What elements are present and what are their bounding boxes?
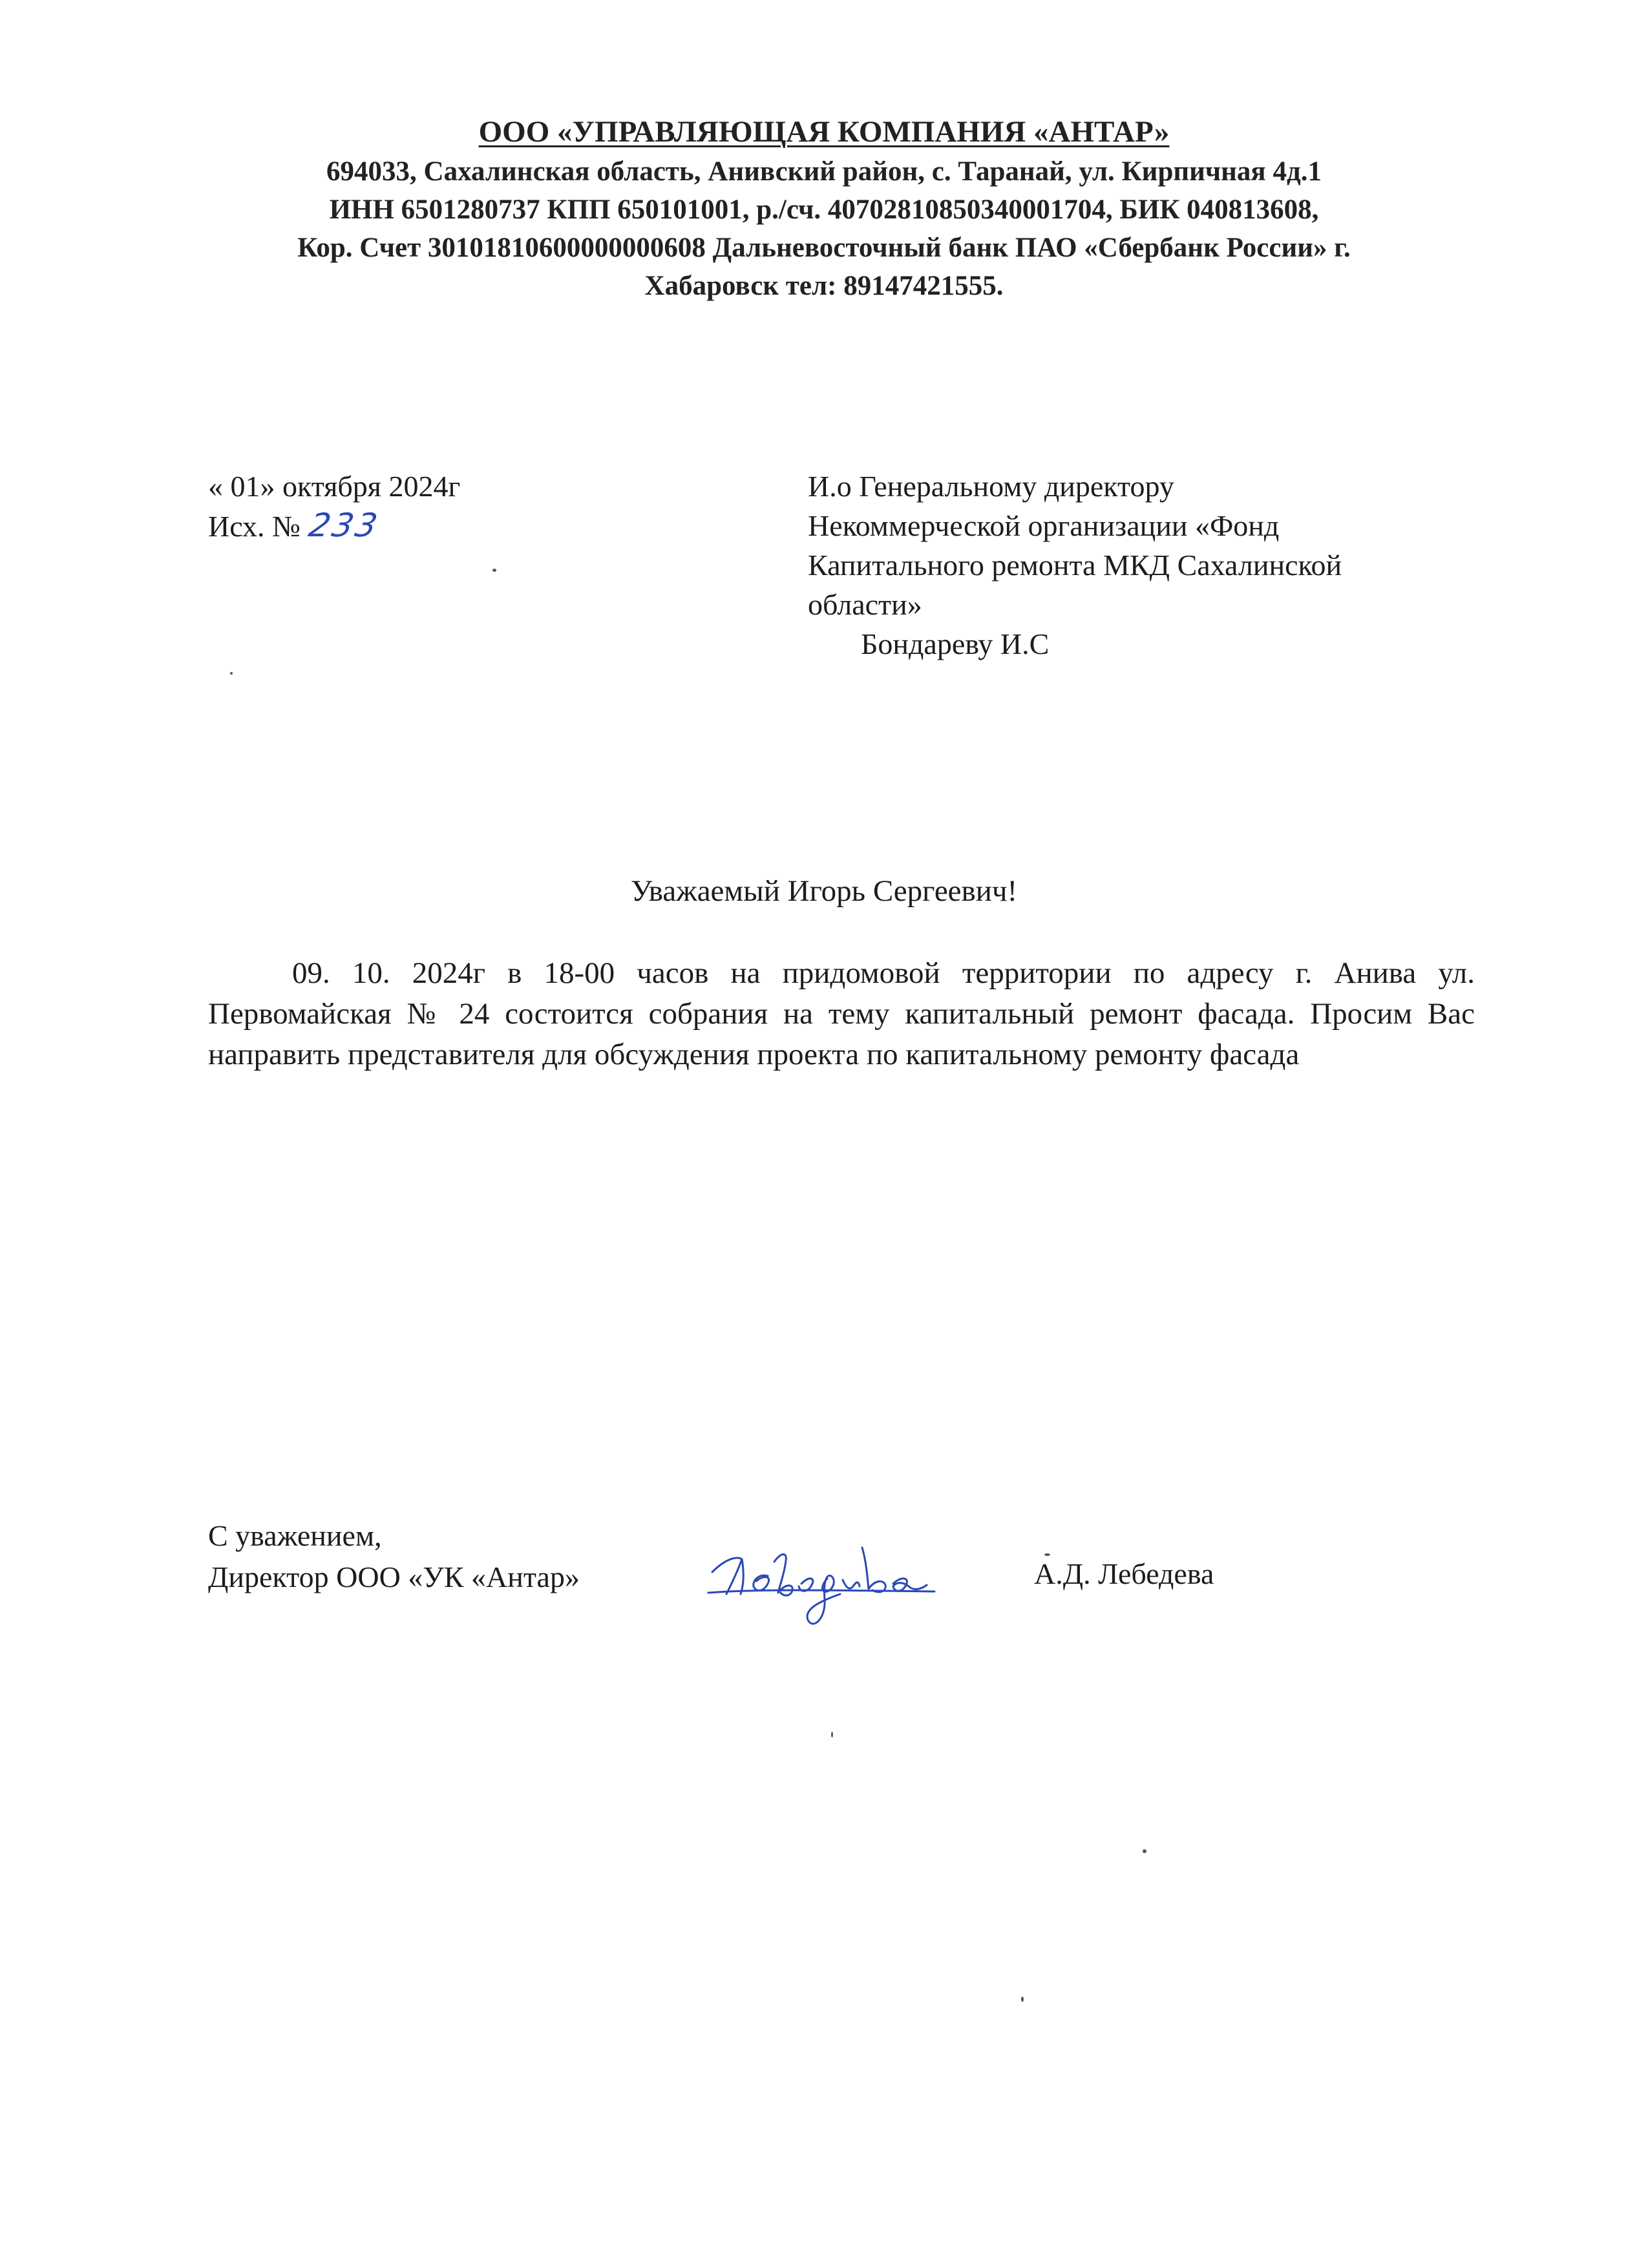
closing-block bbox=[208, 1515, 580, 1598]
addressee-line: Капитального ремонта МКД Сахалинской bbox=[808, 549, 1342, 582]
salutation: Уважаемый Игорь Сергеевич! bbox=[630, 874, 1018, 908]
signatory-position: Директор ООО «УК «Антар» bbox=[208, 1560, 580, 1593]
scan-artifact bbox=[831, 1732, 833, 1738]
letterhead bbox=[0, 113, 1648, 305]
letter-body: 09. 10. 2024г в 18-00 часов на придомовой территории по адресу г. Анива ул. Первомайская № 24 состоится собрания на тему капитальный ремонт фасада. Просим Вас направить представителя для обсуждения проекта по капитальному ремонту фасада bbox=[208, 956, 1475, 1071]
letter-meta bbox=[208, 467, 460, 546]
handwritten-signature bbox=[704, 1522, 944, 1638]
addressee-line: области» bbox=[808, 588, 922, 621]
letterhead-phone: Хабаровск тел: 89147421555. bbox=[644, 271, 1004, 301]
scan-artifact bbox=[1021, 1997, 1024, 2002]
addressee-line: И.о Генеральному директору bbox=[808, 470, 1174, 503]
scan-artifact bbox=[1143, 1849, 1146, 1853]
letter-date: « 01» октября 2024г bbox=[208, 470, 461, 503]
scan-artifact bbox=[1044, 1553, 1050, 1556]
letterhead-bank-details: ИНН 6501280737 КПП 650101001, р./сч. 40702810850340001704, БИК 040813608, bbox=[329, 194, 1319, 225]
scan-artifact bbox=[230, 672, 233, 675]
company-name: ООО «УПРАВЛЯЮЩАЯ КОМПАНИЯ «АНТАР» bbox=[478, 115, 1170, 149]
addressee-name: Бондареву И.С bbox=[861, 627, 1050, 660]
outgoing-number-row bbox=[208, 506, 460, 546]
letterhead-address: 694033, Сахалинская область, Анивский район, с. Таранай, ул. Кирпичная 4д.1 bbox=[326, 156, 1322, 187]
scan-artifact bbox=[492, 569, 496, 572]
outgoing-number-handwritten: 233 bbox=[305, 507, 383, 544]
addressee-block bbox=[808, 467, 1342, 664]
addressee-line: Некоммерческой организации «Фонд bbox=[808, 509, 1280, 542]
signer-name: А.Д. Лебедева bbox=[1034, 1557, 1214, 1590]
outgoing-number-label: Исх. № bbox=[208, 510, 301, 543]
letterhead-correspondent-account: Кор. Счет 30101810600000000608 Дальневосточный банк ПАО «Сбербанк России» г. bbox=[297, 233, 1351, 263]
closing-regards: С уважением, bbox=[208, 1519, 382, 1552]
